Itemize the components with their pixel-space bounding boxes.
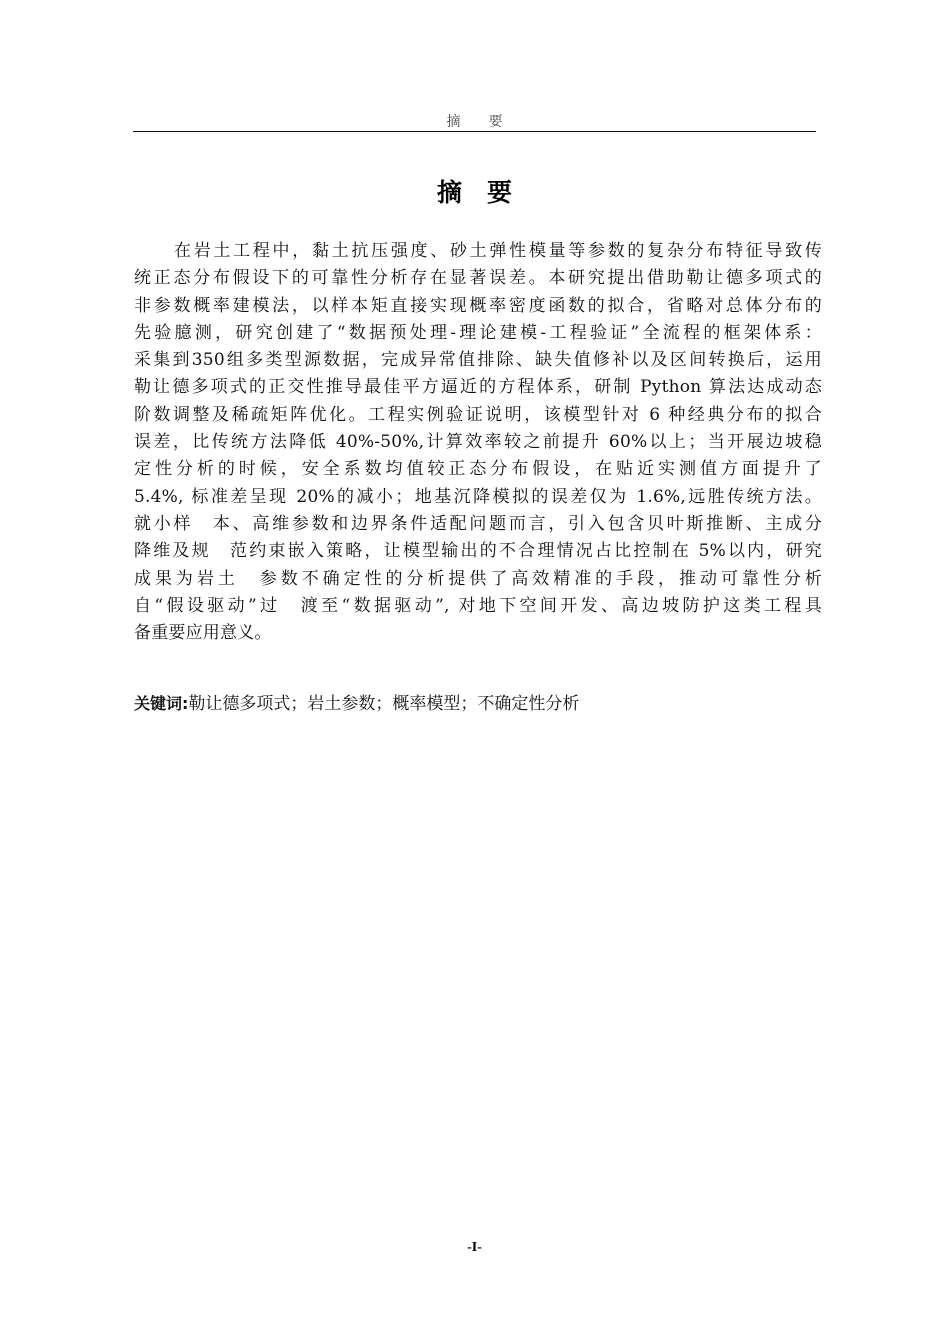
header-rule	[133, 131, 816, 132]
abstract-body	[134, 238, 822, 647]
abstract-line: 先验臆测，研究创建了“数据预处理-理论建模-工程验证”全流程的框架体系：	[134, 322, 822, 343]
abstract-line: 阶数调整及稀疏矩阵优化。工程实例验证说明，该模型针对 6 种经典分布的拟合	[134, 404, 822, 425]
abstract-line: 成果为岩土 参数不确定性的分析提供了高效精准的手段，推动可靠性分析	[134, 568, 822, 589]
running-header: 摘 要	[446, 114, 503, 130]
keywords-line	[134, 691, 822, 717]
abstract-line: 非参数概率建模法，以样本矩直接实现概率密度函数的拟合，省略对总体分布的	[134, 295, 822, 316]
abstract-line: 5.4%, 标准差呈现 20%的减小；地基沉降模拟的误差仅为 1.6%,远胜传统方法。	[134, 486, 822, 507]
abstract-line: 自“假设驱动”过 渡至“数据驱动”, 对地下空间开发、高边坡防护这类工程具	[134, 595, 822, 616]
abstract-line: 采集到350组多类型源数据，完成异常值排除、缺失值修补以及区间转换后，运用	[134, 350, 822, 371]
keywords-text: 勒让德多项式；岩土参数；概率模型；不确定性分析	[188, 694, 580, 714]
abstract-line: 误差，比传统方法降低 40%-50%,计算效率较之前提升 60%以上；当开展边坡稳	[134, 432, 822, 453]
abstract-line: 就小样 本、高维参数和边界条件适配问题而言，引入包含贝叶斯推断、主成分	[134, 513, 822, 534]
page-number: -I-	[467, 1240, 482, 1255]
abstract-line: 在岩土工程中，黏土抗压强度、砂土弹性模量等参数的复杂分布特征导致传	[174, 241, 822, 261]
abstract-line: 降维及规 范约束嵌入策略，让模型输出的不合理情况占比控制在 5%以内，研究	[134, 541, 822, 562]
abstract-line: 定性分析的时候，安全系数均值较正态分布假设，在贴近实测值方面提升了	[134, 459, 822, 480]
abstract-line: 勒让德多项式的正交性推导最佳平方逼近的方程体系，研制 Python 算法达成动态	[134, 377, 822, 398]
abstract-line: 备重要应用意义。	[134, 623, 272, 644]
abstract-line: 统正态分布假设下的可靠性分析存在显著误差。本研究提出借助勒让德多项式的	[134, 268, 822, 289]
keywords-label: 关键词:	[134, 694, 189, 713]
page-title: 摘 要	[436, 178, 512, 207]
